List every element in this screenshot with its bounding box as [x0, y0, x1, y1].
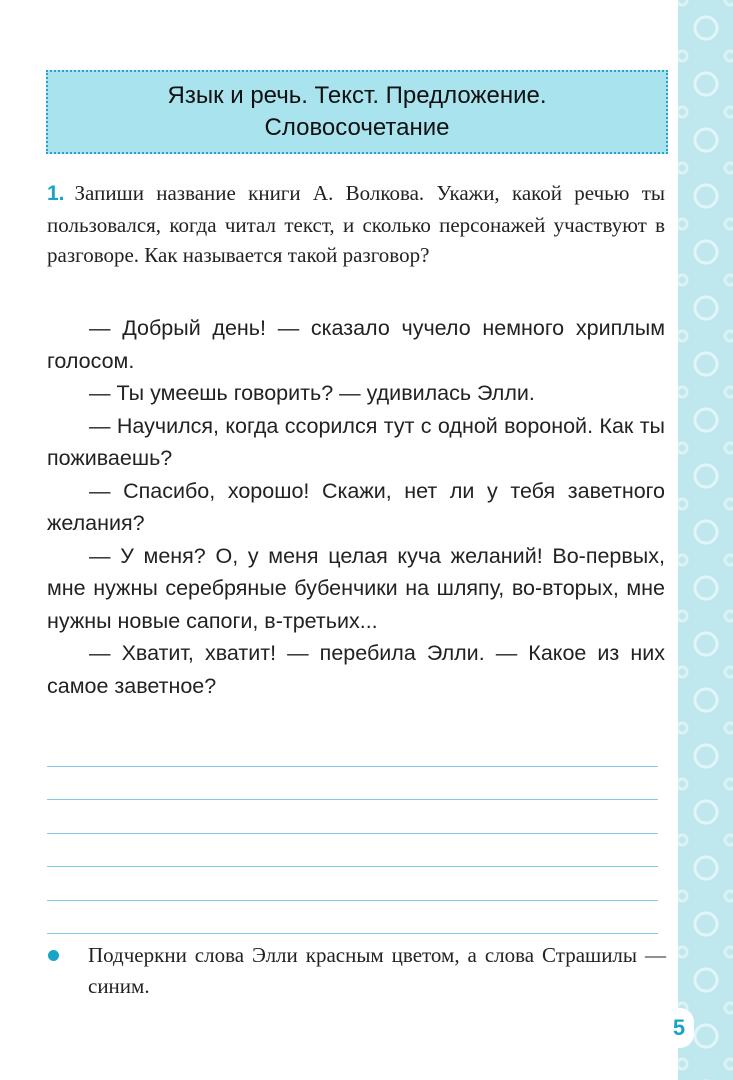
- page-number: 5: [664, 1008, 694, 1048]
- section-title-line-1: Язык и речь. Текст. Предложение.: [167, 82, 547, 109]
- dialog-excerpt: [47, 312, 665, 702]
- dialog-line: — Хватит, хватит! — перебила Элли. — Какое из них самое заветное?: [47, 641, 665, 698]
- section-header: [46, 70, 668, 154]
- dialog-line: — Ты умеешь говорить? — удивилась Элли.: [89, 381, 535, 405]
- task-1: [47, 178, 665, 271]
- answer-line[interactable]: [47, 900, 658, 901]
- task-instruction: Запиши название книги А. Волкова. Укажи, какой речью ты пользовался, когда читал текст, и сколько персонажей участвуют в разговоре. Как называется такой разговор?: [47, 181, 665, 267]
- dialog-line: — У меня? О, у меня целая куча желаний! Во-первых, мне нужны серебряные бубенчики на шляпу, во-вторых, мне нужны новые сапоги, в-третьих...: [47, 543, 665, 633]
- dialog-line: — Добрый день! — сказало чучело немного хриплым голосом.: [47, 316, 665, 373]
- decorative-border: [678, 0, 733, 1080]
- subtask: [48, 940, 666, 1002]
- dialog-line: — Спасибо, хорошо! Скажи, нет ли у тебя заветного желания?: [47, 478, 665, 535]
- section-title-line-2: Словосочетание: [264, 114, 450, 141]
- answer-line[interactable]: [47, 866, 658, 867]
- answer-line[interactable]: [47, 833, 658, 834]
- dialog-line: — Научился, когда ссорился тут с одной вороной. Как ты поживаешь?: [47, 413, 665, 470]
- answer-line[interactable]: [47, 933, 658, 934]
- answer-line[interactable]: [47, 799, 658, 800]
- answer-line[interactable]: [47, 766, 658, 767]
- subtask-instruction: Подчеркни слова Элли красным цветом, а слова Страшилы — синим.: [88, 943, 666, 998]
- task-number: 1.: [47, 182, 65, 205]
- bullet-icon: [48, 950, 59, 961]
- answer-area[interactable]: [47, 766, 658, 966]
